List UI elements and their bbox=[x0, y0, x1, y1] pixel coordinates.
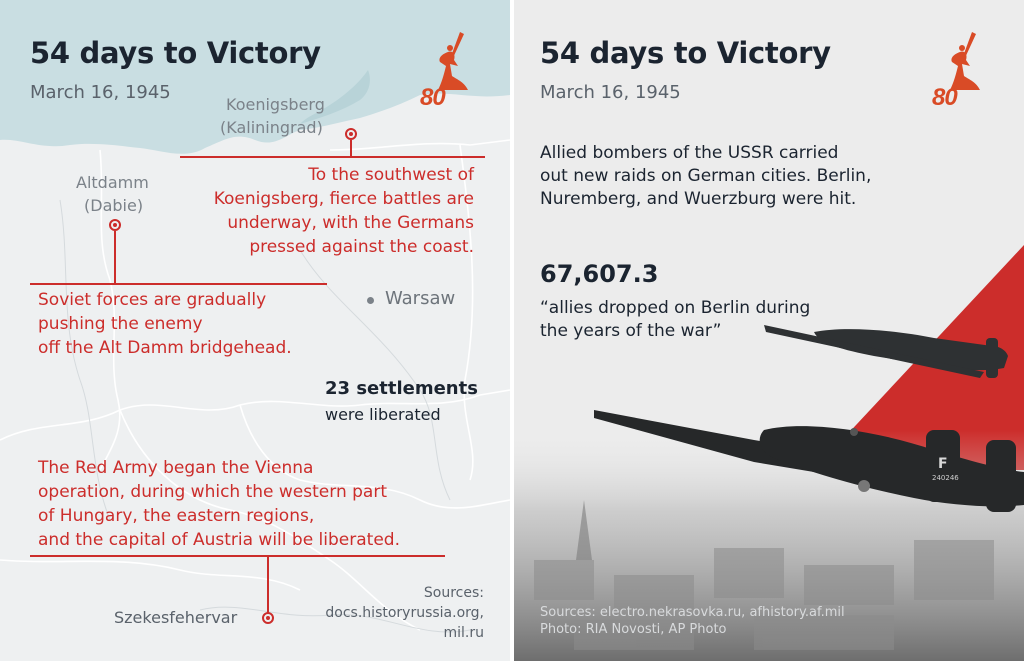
altdamm-note: Soviet forces are gradually pushing the enemy off the Alt Damm bridgehead. bbox=[38, 290, 292, 358]
plane-serial: 240246 bbox=[932, 474, 959, 482]
city-label-warsaw: Warsaw bbox=[385, 288, 456, 309]
city-label-szekesfehervar: Szekesfehervar bbox=[114, 608, 238, 627]
tons-statistic: 67,607.3 bbox=[540, 260, 659, 288]
motherland-statue-icon bbox=[430, 30, 470, 92]
page-title-right: 54 days to Victory bbox=[540, 36, 831, 70]
victory-80-logo bbox=[420, 30, 472, 112]
city-label-koenigsberg: Koenigsberg bbox=[226, 95, 325, 114]
altdamm-marker bbox=[109, 219, 121, 231]
szekesfehervar-marker bbox=[262, 612, 274, 624]
photo-panel bbox=[514, 0, 1024, 661]
page-title: 54 days to Victory bbox=[30, 36, 321, 70]
city-label-dabie: (Dabie) bbox=[84, 196, 144, 215]
page-date: March 16, 1945 bbox=[30, 82, 171, 103]
logo-number: 80 bbox=[420, 84, 445, 111]
vienna-rule bbox=[30, 555, 445, 557]
vienna-note: The Red Army began the Vienna operation, during which the western part of Hungary, the eastern regions, and the capital of Austria will be liberated. bbox=[38, 458, 400, 550]
koenigsberg-note: To the southwest of Koenigsberg, fierce battles are underway, with the Germans pressed against the coast. bbox=[213, 165, 474, 257]
settlements-count: 23 settlements bbox=[325, 378, 478, 399]
koenigsberg-marker bbox=[345, 128, 357, 140]
left-sources: Sources: docs.historyrussia.org, mil.ru bbox=[325, 585, 484, 641]
motherland-statue-icon-right bbox=[942, 30, 982, 92]
map-panel bbox=[0, 0, 510, 661]
plane-tail-letter: F bbox=[938, 456, 948, 472]
logo-number-right: 80 bbox=[932, 84, 957, 111]
right-sources: Sources: electro.nekrasovka.ru, afhistory.af.mil Photo: RIA Novosti, AP Photo bbox=[540, 605, 845, 637]
tons-caption: “allies dropped on Berlin during the years of the war” bbox=[540, 298, 811, 341]
altdamm-rule bbox=[30, 283, 327, 285]
city-label-kaliningrad: (Kaliningrad) bbox=[220, 118, 323, 137]
vienna-connector bbox=[267, 557, 269, 613]
victory-80-logo-right bbox=[932, 30, 984, 112]
settlements-label: were liberated bbox=[325, 405, 441, 424]
warsaw-marker bbox=[367, 297, 374, 304]
city-label-altdamm: Altdamm bbox=[76, 173, 149, 192]
raids-description: Allied bombers of the USSR carried out new raids on German cities. Berlin, Nuremberg, and Wuerzburg were hit. bbox=[540, 143, 872, 209]
koenigsberg-connector bbox=[350, 140, 352, 156]
altdamm-connector bbox=[114, 231, 116, 283]
koenigsberg-rule bbox=[180, 156, 485, 158]
page-date-right: March 16, 1945 bbox=[540, 82, 681, 103]
